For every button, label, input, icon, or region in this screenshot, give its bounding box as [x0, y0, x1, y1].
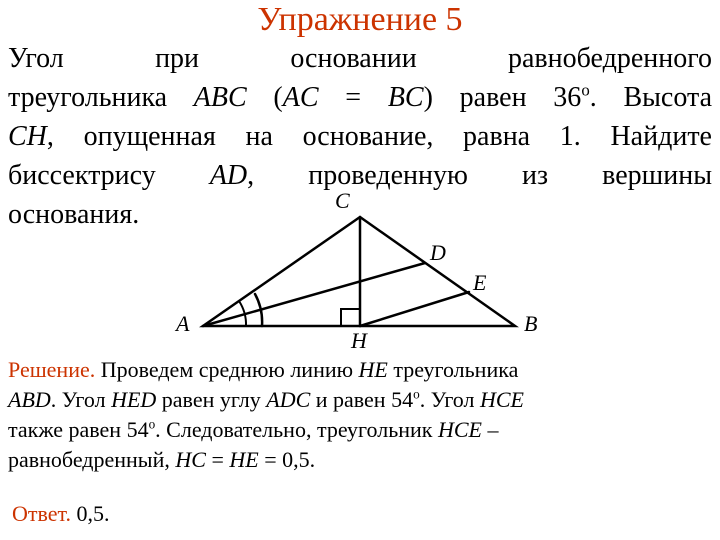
page-title: Упражнение 5	[257, 1, 463, 38]
label-h: H	[351, 328, 367, 353]
label-d: D	[430, 240, 446, 265]
label-e: E	[473, 270, 487, 295]
problem-line-5: основания.	[8, 199, 140, 230]
answer-value: 0,5.	[71, 501, 110, 526]
solution-line-2: ABD. Угол HED равен углу ADC и равен 54$^o$. Угол HCE	[8, 386, 524, 412]
problem-line-2: треугольника ABC (AC = BC) равен 36$^o$. Высота	[8, 80, 712, 113]
right-angle-mark	[341, 309, 360, 326]
midline-he	[360, 292, 469, 326]
solution-line-4: равнобедренный, HC = HE = 0,5.	[8, 447, 316, 472]
problem-line-4: биссектрису AD, проведенную из вершины	[8, 160, 713, 191]
solution-label: Решение.	[8, 357, 96, 382]
solution-line-3: также равен 54$^o$. Следовательно, треугольник HCE –	[8, 416, 499, 442]
problem-line-1: Угол при основании равнобедренного	[8, 43, 712, 74]
label-a: A	[176, 311, 190, 336]
answer	[12, 499, 110, 529]
label-b: B	[524, 311, 538, 336]
solution-line-1: Решение. Проведем среднюю линию HE треугольника	[8, 357, 519, 382]
solution-text	[8, 355, 718, 475]
problem-line-3: CH, опущенная на основание, равна 1. Найдите	[8, 121, 712, 152]
answer-label: Ответ.	[12, 501, 71, 526]
label-c: C	[335, 188, 350, 213]
